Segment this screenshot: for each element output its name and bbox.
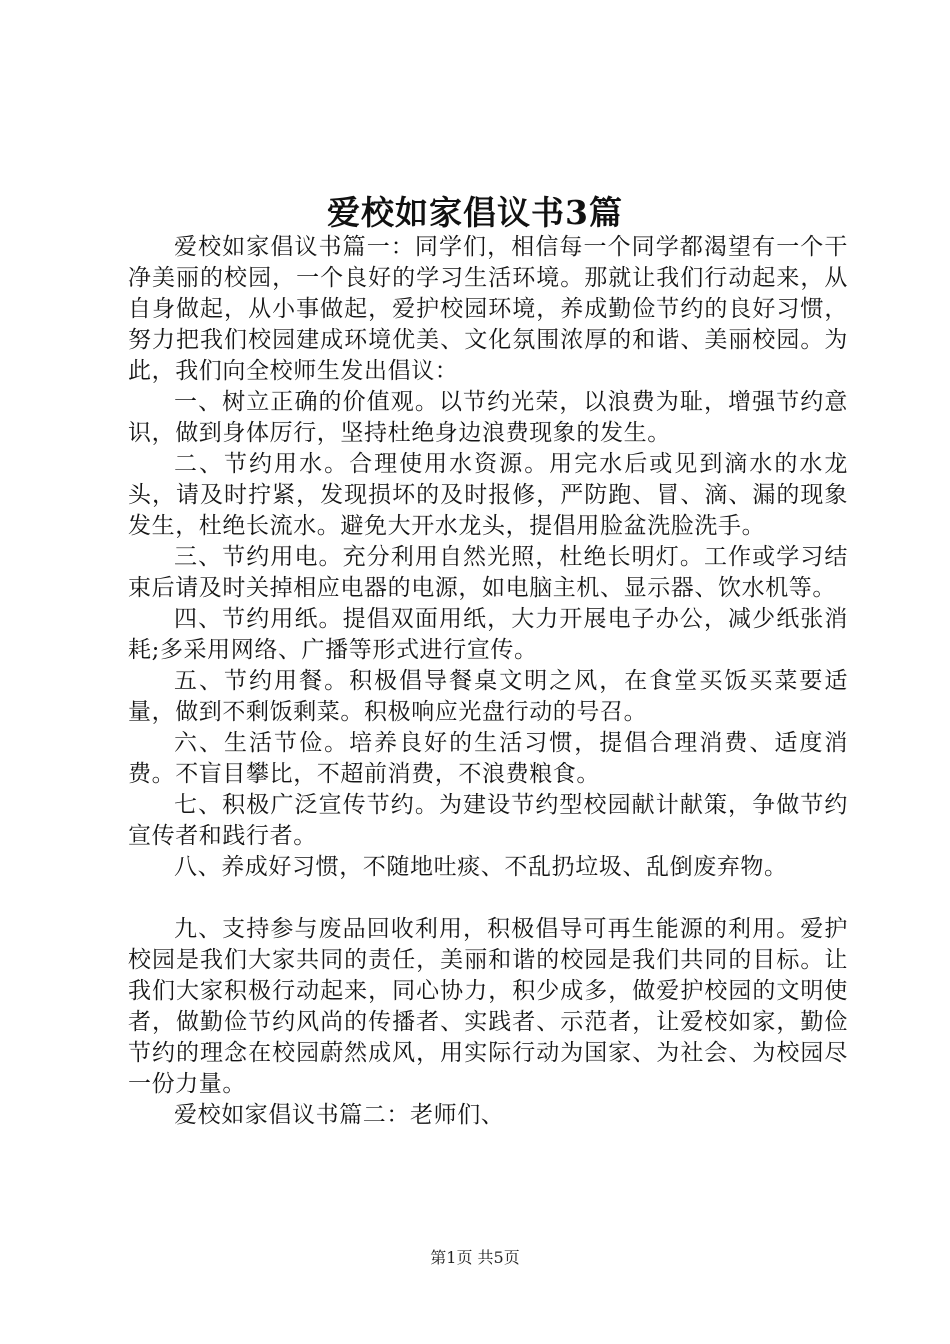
paragraph-item-8: 八、养成好习惯，不随地吐痰、不乱扔垃圾、乱倒废弃物。: [174, 854, 788, 880]
paragraph-item-6: 六、生活节俭。培养良好的生活习惯，提倡合理消费、适度消费。不盲目攀比，不超前消费，不浪费粮食。: [128, 730, 848, 787]
paragraph-item-4: 四、节约用纸。提倡双面用纸，大力开展电子办公，减少纸张消耗;多采用网络、广播等形式进行宣传。: [128, 606, 848, 663]
paragraph-item-9: 九、支持参与废品回收利用，积极倡导可再生能源的利用。爱护校园是我们大家共同的责任，美丽和谐的校园是我们共同的目标。让我们大家积极行动起来，同心协力，积少成多，做爱护校园的文明使者，做勤俭节约风尚的传播者、实践者、示范者，让爱校如家，勤俭节约的理念在校园蔚然成风，用实际行动为国家、为社会、为校园尽一份力量。: [128, 916, 848, 1097]
document-title: 爱校如家倡议书3篇: [327, 193, 623, 232]
paragraph-intro: 爱校如家倡议书篇一：同学们，相信每一个同学都渴望有一个干净美丽的校园，一个良好的学习生活环境。那就让我们行动起来，从自身做起，从小事做起，爱护校园环境，养成勤俭节约的良好习惯，努力把我们校园建成环境优美、文化氛围浓厚的和谐、美丽校园。为此，我们向全校师生发出倡议：: [128, 234, 848, 384]
paragraph-part-two: 爱校如家倡议书篇二：老师们、: [174, 1102, 505, 1128]
page-number: 第1页 共5页: [430, 1248, 520, 1267]
paragraph-item-1: 一、树立正确的价值观。以节约光荣，以浪费为耻，增强节约意识，做到身体厉行，坚持杜绝身边浪费现象的发生。: [128, 389, 848, 446]
paragraph-item-2: 二、节约用水。合理使用水资源。用完水后或见到滴水的水龙头，请及时拧紧，发现损坏的及时报修，严防跑、冒、滴、漏的现象发生，杜绝长流水。避免大开水龙头，提倡用脸盆洗脸洗手。: [128, 451, 848, 539]
paragraph-item-3: 三、节约用电。充分利用自然光照，杜绝长明灯。工作或学习结束后请及时关掉相应电器的电源，如电脑主机、显示器、饮水机等。: [128, 544, 848, 601]
document-body: [128, 232, 848, 1131]
paragraph-item-7: 七、积极广泛宣传节约。为建设节约型校园献计献策，争做节约宣传者和践行者。: [128, 792, 848, 849]
paragraph-item-5: 五、节约用餐。积极倡导餐桌文明之风，在食堂买饭买菜要适量，做到不剩饭剩菜。积极响应光盘行动的号召。: [128, 668, 848, 725]
